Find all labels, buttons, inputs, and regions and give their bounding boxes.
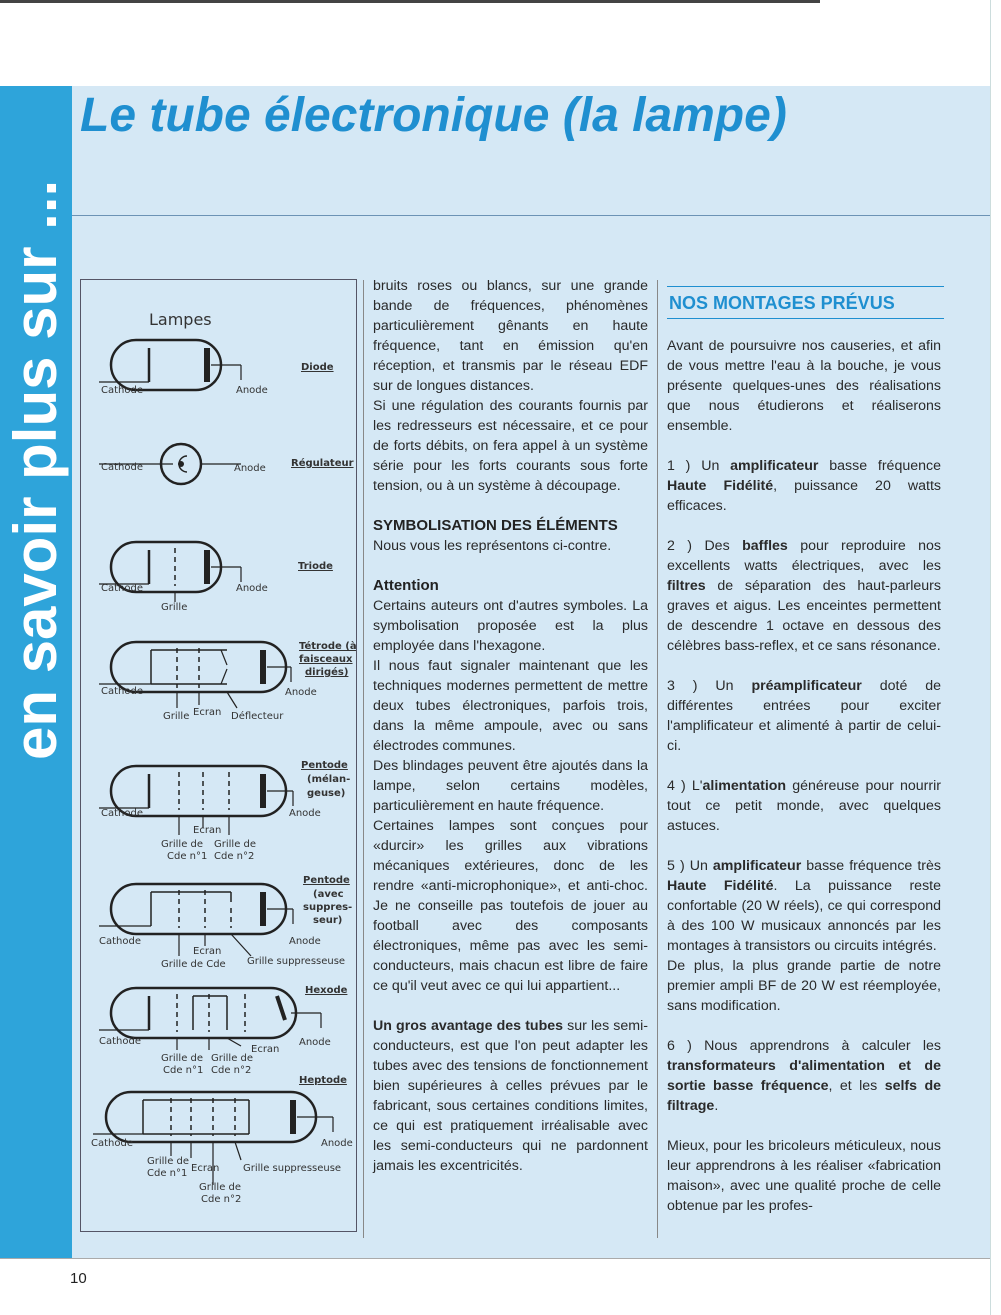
- pentode2-cathode-label: Cathode: [99, 936, 141, 947]
- pentode1-type-label-1: Pentode: [301, 760, 348, 771]
- bottom-rule: [0, 1258, 990, 1259]
- pentode1-grille1-label: Grille de: [161, 839, 204, 850]
- diode-anode-label: Anode: [236, 385, 268, 396]
- triode-cathode-label: Cathode: [101, 583, 143, 594]
- paragraph: De plus, la plus grande partie de notre premier ampli BF de 20 W est réemployée, sans modification.: [667, 958, 941, 1014]
- pentode1-type-label-3: geuse): [307, 788, 346, 799]
- pentode1-cathode-label: Cathode: [101, 808, 143, 819]
- column-separator-1: [363, 280, 364, 1238]
- pentode2-grille-de-cde-label: Grille de Cde: [161, 959, 226, 970]
- section-heading-symbolisation: SYMBOLISATION DES ÉLÉMENTS: [373, 517, 618, 534]
- pentode1-ecran-label: Ecran: [193, 825, 222, 836]
- paragraph: Si une régulation des courants fournis par les redresseurs est nécessaire, et ce pour de forts débits, on fera appel à un système série pour les forts courants sous forte tension, ou à un système à découpage.: [373, 398, 648, 494]
- pentode2-type-label-3: suppres-: [303, 902, 353, 913]
- section-heading-montages: NOS MONTAGES PRÉVUS: [667, 286, 944, 319]
- hexode-grille1-label: Grille de: [161, 1053, 204, 1064]
- hexode-cde2-label: Cde n°2: [211, 1065, 252, 1076]
- paragraph: Mieux, pour les bricoleurs méticuleux, nous leur apprendrons à les réaliser «fabrication maison», avec une qualité proche de celle obtenue par les profes-: [667, 1138, 941, 1214]
- pentode2-anode-label: Anode: [289, 936, 321, 947]
- hexode-cde1-label: Cde n°1: [163, 1065, 204, 1076]
- pentode1-type-label-2: (mélan-: [307, 774, 351, 785]
- pentode2-type-label-2: (avec: [313, 889, 344, 900]
- regulateur-cathode-label: Cathode: [101, 462, 143, 473]
- hexode-ecran-label: Ecran: [251, 1044, 280, 1055]
- regulateur-type-label: Régulateur: [291, 458, 354, 469]
- figure-heading: Lampes: [149, 310, 212, 329]
- list-item: 3 ) Un préamplificateur doté de différentes entrées pour exciter l'amplificateur et alimenté à partir de celui-ci.: [667, 678, 942, 754]
- hexode-anode-label: Anode: [299, 1037, 331, 1048]
- heptode-grille1-label: Grille de: [147, 1156, 190, 1167]
- triode-grille-label: Grille: [161, 602, 188, 613]
- paragraph: Avant de poursuivre nos causeries, et afin de vous mettre l'eau à la bouche, je vous présente quelques-unes des réalisations que nous étudierons et réaliserons ensemble.: [667, 338, 941, 434]
- pentode1-anode-label: Anode: [289, 808, 321, 819]
- paragraph: Nous vous les représentons ci-contre.: [373, 538, 612, 554]
- tetrode-cathode-label: Cathode: [101, 686, 143, 697]
- page-edge: [990, 0, 1001, 1315]
- pentode2-ecran-label: Ecran: [193, 946, 222, 957]
- tetrode-anode-label: Anode: [285, 687, 317, 698]
- heptode-grille-suppresseuse-label: Grille suppresseuse: [243, 1163, 342, 1174]
- hexode-grille2-label: Grille de: [211, 1053, 254, 1064]
- heptode-grille2-label: Grille de: [199, 1182, 242, 1193]
- column-separator-2: [657, 280, 658, 1238]
- list-item: 1 ) Un amplificateur basse fréquence Haute Fidélité, puissance 20 watts efficaces.: [667, 458, 942, 514]
- heptode-anode-label: Anode: [321, 1138, 353, 1149]
- list-item: 5 ) Un amplificateur basse fréquence très Haute Fidélité. La puissance reste confortable (20 W réels), ce qui correspond à des 100 W musicaux annoncés par les montages à transistors ou circuits intégrés.: [667, 858, 942, 954]
- heptode-ecran-label: Ecran: [191, 1163, 220, 1174]
- pentode1-grille2-label: Grille de: [214, 839, 257, 850]
- hexode-type-label: Hexode: [305, 985, 348, 996]
- diode-type-label: Diode: [301, 362, 334, 373]
- tetrode-ecran-label: Ecran: [193, 707, 222, 718]
- paragraph: Certains auteurs ont d'autres symboles. La symbolisation proposée est la plus employée dans l'hexagone.: [373, 598, 648, 654]
- paragraph: Des blindages peuvent être ajoutés dans la lampe, selon certains modèles, particulièrement en haute fréquence.: [373, 758, 648, 814]
- paragraph: bruits roses ou blancs, sur une grande bande de fréquences, phénomènes particulièrement gênants en haute fréquence, tant en émission qu'en réception, et transmis par le réseau EDF sur de longues distances.: [373, 278, 648, 394]
- paragraph-text: sur les semi-conducteurs, est que l'on peut adapter les tubes avec des tensions de fonctionnement bien supérieures à celles prévues par le fabricant, sous certaines conditions limites, ce qui est pratiquement irréalisable avec les semi-conducteurs qui ne pardonnent jamais les excentricités.: [373, 1018, 648, 1174]
- tetrode-deflecteur-label: Déflecteur: [231, 711, 284, 722]
- pentode1-cde2-label: Cde n°2: [214, 851, 255, 862]
- paragraph: Certaines lampes sont conçues pour «durcir» les grilles aux vibrations mécaniques extérieures, donc de les rendre «anti-microphonique», et anti-choc. Je ne conseille pas toutefois de jouer au football avec des composants électroniques, même pas avec les semi-conducteurs, mais chacun est libre de faire ce qu'il veut avec ce qui lui appartient...: [373, 818, 648, 994]
- page-title: Le tube électronique (la lampe): [80, 89, 787, 142]
- right-column: [667, 336, 941, 1216]
- tetrode-type-label-2: faisceaux: [299, 654, 353, 665]
- hexode-cathode-label: Cathode: [99, 1036, 141, 1047]
- list-item: 2 ) Des baffles pour reproduire nos excellents watts électriques, avec les filtres de séparation des haut-parleurs graves et aigus. Les enceintes permettent de descendre 1 octave en dessous des célèbres bass-reflex, et ce sans résonance.: [667, 538, 942, 654]
- page-number: 10: [70, 1270, 87, 1287]
- middle-column: [373, 276, 648, 1176]
- tube-symbols-figure: [80, 279, 357, 1232]
- pentode2-grille-suppresseuse-label: Grille suppresseuse: [247, 956, 346, 967]
- sidebar-title: en savoir plus sur ...: [2, 179, 69, 760]
- heptode-type-label: Heptode: [299, 1075, 347, 1086]
- tube-symbols-drawing: [81, 280, 356, 1231]
- pentode2-type-label-4: seur): [313, 915, 343, 926]
- top-rule: [0, 0, 820, 3]
- triode-anode-label: Anode: [236, 583, 268, 594]
- list-item: 6 ) Nous apprendrons à calculer les transformateurs d'alimentation et de sortie basse fréquence, et les selfs de filtrage.: [667, 1038, 941, 1114]
- title-rule: [72, 215, 990, 216]
- list-item: 4 ) L'alimentation généreuse pour nourrir tout ce petit monde, avec quelques astuces.: [667, 778, 941, 834]
- tetrode-type-label-3: dirigés): [305, 667, 349, 678]
- heptode-cde1-label: Cde n°1: [147, 1168, 188, 1179]
- tetrode-type-label-1: Tétrode (à: [299, 641, 356, 652]
- diode-cathode-label: Cathode: [101, 385, 143, 396]
- bold-phrase: Un gros avantage des tubes: [373, 1018, 564, 1034]
- pentode2-type-label-1: Pentode: [303, 875, 350, 886]
- heptode-cde2-label: Cde n°2: [201, 1194, 242, 1205]
- heptode-cathode-label: Cathode: [91, 1138, 133, 1149]
- triode-type-label: Triode: [298, 561, 333, 572]
- section-heading-attention: Attention: [373, 577, 439, 594]
- paragraph: Il nous faut signaler maintenant que les techniques modernes permettent de mettre deux tubes électroniques, parfois trois, dans la même ampoule, avec ou sans électrodes communes.: [373, 658, 648, 754]
- tetrode-grille-label: Grille: [163, 711, 190, 722]
- pentode1-cde1-label: Cde n°1: [167, 851, 208, 862]
- paragraph: [373, 1016, 648, 1176]
- regulateur-anode-label: Anode: [234, 463, 266, 474]
